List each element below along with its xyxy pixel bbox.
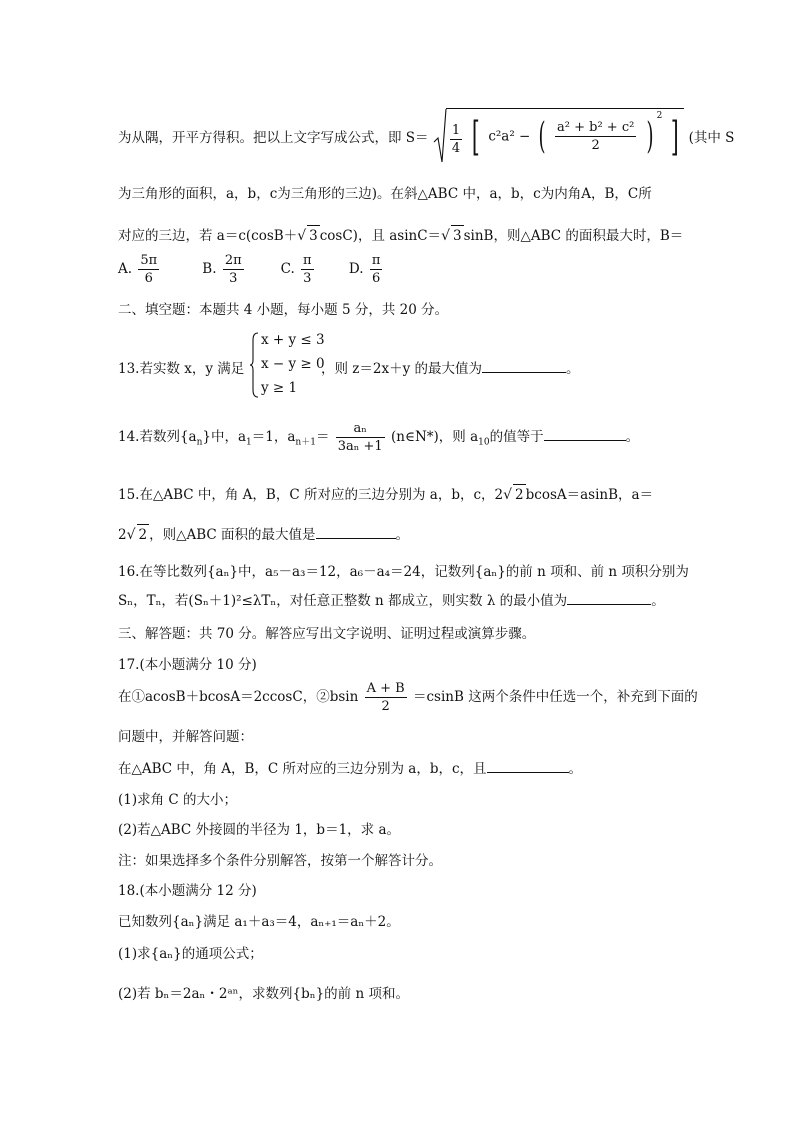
q12-line-3: 对应的三边，若 a＝c(cosB＋√ 3 cosC)，且 asinC＝√ 3 sinB，则△ABC 的面积最大时，B＝	[118, 225, 683, 246]
q16-line-2: Sₙ，Tₙ，若(Sₙ＋1)²≤λTₙ，对任意正整数 n 都成立，则实数 λ 的最小值为 。	[118, 593, 665, 609]
q14: 14.若数列$\{a_n\}$中，$a_1=1$，$a_{n+1}=$ $\frac{\text{aₙ}}{\text{3aₙ +1}}$ (n∈N*)，则 $a_{10}$的值等于 。	[118, 421, 640, 454]
q13	[118, 330, 678, 402]
quarter-fraction: $\frac{1}{4}$	[451, 123, 461, 156]
q17-part-2: (2)若△ABC 外接圆的半径为 1，b＝1，求 a。	[118, 822, 400, 838]
q16-line-1: 16.在等比数列{aₙ}中，a₅－a₃＝12，a₆－a₄＝24，记数列{aₙ}的前 n 项和、前 n 项积分别为	[118, 564, 689, 580]
recurrence-fraction: $\frac{\text{aₙ}}{\text{3aₙ +1}}$	[337, 421, 383, 454]
system-brace	[249, 332, 259, 398]
q15-line-1: 15.在△ABC 中，角 A，B，C 所对应的三边分别为 a，b，c，2√ 2 bcosA＝asinB，a＝	[118, 484, 653, 505]
q17-condition-blank[interactable]	[487, 759, 569, 773]
area-formula-line	[118, 108, 734, 168]
sum-squares-fraction: $\frac{\text{a² + b² + c²}}{2}$	[557, 120, 635, 153]
formula-inner-text: c²a² −	[488, 128, 531, 145]
radical-sign	[433, 108, 447, 164]
option-b[interactable]: B. $\frac{2\pi}{3}$	[202, 253, 242, 286]
formula-lead-text: 为从隅，开平方得积。把以上文字写成公式，即 S＝	[118, 130, 429, 146]
q14-answer-blank[interactable]	[544, 427, 626, 441]
q18-line-1: 已知数列{aₙ}满足 a₁＋a₃＝4，aₙ₊₁＝aₙ＋2。	[118, 914, 400, 930]
sqrt-formula: $\frac{1}{4}$ [ c²a² − ( $\frac{\text{a² + b² + c²}}{2}$ ) $^2$ ]	[433, 108, 684, 164]
q13-lead: 13.若实数 x，y 满足	[118, 361, 245, 377]
q17-note: 注：如果选择多个条件分别解答，按第一个解答计分。	[118, 853, 442, 869]
option-c[interactable]: C. $\frac{\pi}{3}$	[280, 253, 312, 286]
half-sum-fraction: $\frac{A + B}{2}$	[366, 681, 405, 714]
q15-answer-blank[interactable]	[316, 525, 396, 539]
q17-line-1: 在①acosB＋bcosA＝2ccosC，②bsin $\frac{A + B}{2}$ ＝csinB 这两个条件中任选一个，补充到下面的	[118, 681, 698, 714]
q15-line-2: 2√ 2 ，则△ABC 面积的最大值是 。	[118, 524, 409, 545]
q18-part-1: (1)求{aₙ}的通项公式；	[118, 946, 263, 962]
q16-answer-blank[interactable]	[567, 591, 651, 605]
option-d[interactable]: D. $\frac{\pi}{6}$	[348, 253, 381, 286]
constraint-3: y ≥ 1	[261, 380, 298, 396]
q12-options	[118, 252, 409, 287]
q17-line-2: 问题中，并解答问题：	[118, 729, 253, 745]
constraint-1: x + y ≤ 3	[261, 332, 325, 348]
q12-line-2: 为三角形的面积，a，b，c为三角形的三边)。在斜△ABC 中，a，b，c为内角A，B，C所	[118, 186, 652, 202]
q17-line-3: 在△ABC 中，角 A，B，C 所对应的三边分别为 a，b，c，且 。	[118, 761, 583, 777]
section-3-heading: 三、解答题：共 70 分。解答应写出文字说明、证明过程或演算步骤。	[118, 626, 536, 642]
q17-part-1: (1)求角 C 的大小；	[118, 792, 238, 808]
constraint-2: x − y ≥ 0	[261, 356, 325, 372]
q18-heading: 18.(本小题满分 12 分)	[118, 883, 257, 899]
q13-tail: ，则 z＝2x＋y 的最大值为 。	[321, 361, 580, 377]
q17-heading: 17.(本小题满分 10 分)	[118, 657, 257, 673]
q13-answer-blank[interactable]	[482, 359, 566, 373]
option-a[interactable]: A. $\frac{5\pi}{6}$	[118, 253, 158, 286]
q18-part-2: (2)若 bₙ＝2aₙ・2ᵃⁿ，求数列{bₙ}的前 n 项和。	[118, 986, 409, 1002]
formula-tail-text: (其中 S	[688, 130, 735, 146]
section-2-heading: 二、填空题：本题共 4 小题，每小题 5 分，共 20 分。	[118, 302, 449, 318]
